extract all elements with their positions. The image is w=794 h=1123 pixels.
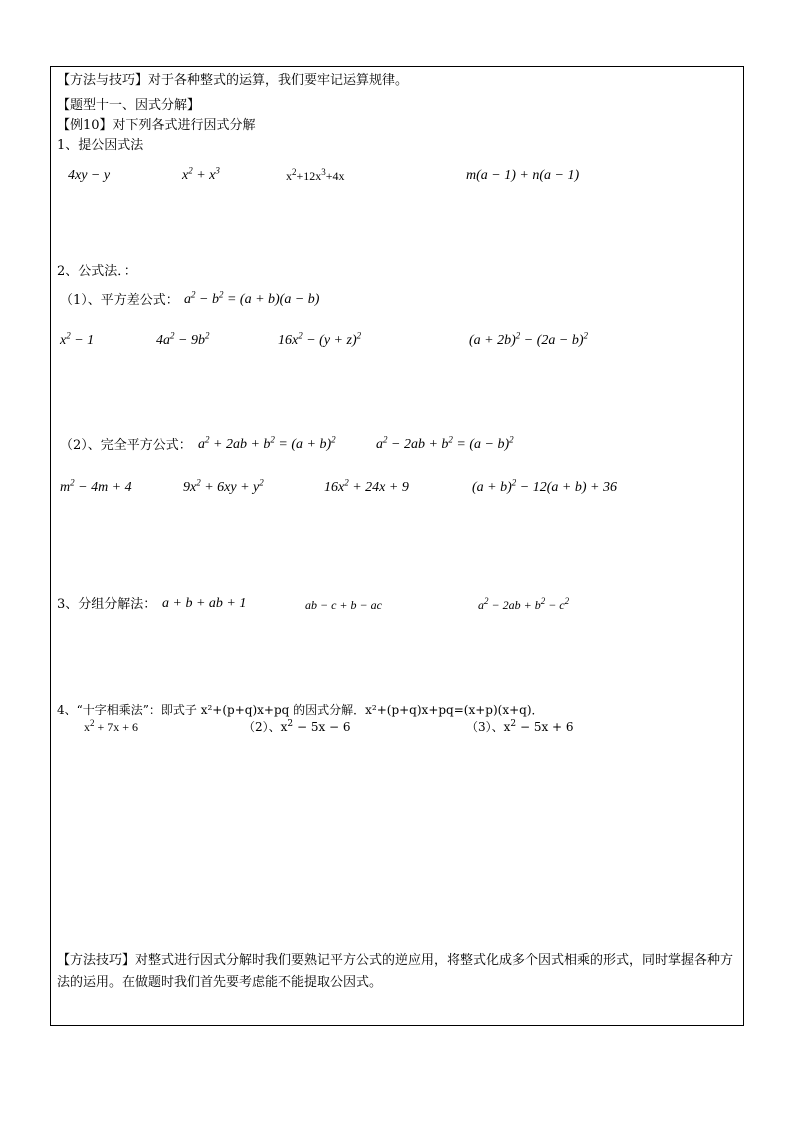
method-tip-bottom: 【方法技巧】对整式进行因式分解时我们要熟记平方公式的逆应用，将整式化成多个因式相乘的形式，同时掌握各种方法的运用。在做题时我们首先要考虑能不能提取公因式。 bbox=[57, 953, 734, 990]
perfect-square-formula-plus: $a^2 + 2ab + b^2 = (a + b)^2$ bbox=[198, 434, 336, 452]
part2-sub2-expr-2: $9x^2 + 6xy + y^2$ bbox=[183, 477, 264, 495]
part4-expr-2: （2）、$x^2 - 5x - 6$ bbox=[243, 719, 351, 734]
part2-title: 2、公式法．： bbox=[57, 264, 137, 279]
part1-expr-1: 4xy − y bbox=[68, 168, 111, 183]
part2-sub1-expr-4: $(a + 2b)^2 - (2a - b)^2$ bbox=[469, 330, 588, 348]
part2-sub1-expr-1: $x^2 - 1$ bbox=[60, 330, 95, 348]
part1-expr-2: $x^2 + x^3$ bbox=[182, 165, 220, 183]
part1-expr-4: m(a − 1) + n(a − 1) bbox=[466, 168, 580, 183]
part2-sub2-label: （2）、完全平方公式： bbox=[60, 438, 192, 453]
content-frame bbox=[50, 66, 744, 1026]
method-tip-top: 【方法与技巧】对于各种整式的运算，我们要牢记运算规律。 bbox=[57, 73, 409, 88]
part2-sub2-expr-4: $(a + b)^2 - 12(a + b) + 36$ bbox=[472, 477, 617, 495]
part2-sub2-expr-1: $m^2 - 4m + 4$ bbox=[60, 477, 132, 495]
part2-sub2-expr-3: $16x^2 + 24x + 9$ bbox=[324, 477, 409, 495]
part4-label: 4、“十字相乘法”：即式子 x²+(p+q)x+pq 的因式分解．x²+(p+q)x+pq=(x+p)(x+q)． bbox=[57, 703, 544, 717]
part1-title: 1、提公因式法 bbox=[57, 138, 144, 153]
part3-label: 3、分组分解法： bbox=[57, 597, 157, 612]
part4-expr-3: （3）、$x^2 - 5x + 6$ bbox=[466, 719, 574, 734]
difference-of-squares-formula: $a^2 - b^2 = (a + b)(a - b)$ bbox=[184, 289, 320, 307]
part2-sub1-expr-2: $4a^2 - 9b^2$ bbox=[156, 330, 210, 348]
example-title: 【例10】对下列各式进行因式分解 bbox=[57, 118, 256, 133]
part3-expr-3: $a^2 - 2ab + b^2 - c^2$ bbox=[478, 596, 570, 612]
part2-sub1-expr-3: $16x^2 - (y + z)^2$ bbox=[278, 330, 362, 348]
part3-expr-1: a + b + ab + 1 bbox=[162, 596, 247, 611]
part4-expr-1: $x^2 + 7x + 6$ bbox=[84, 718, 139, 734]
section-title: 【题型十一、因式分解】 bbox=[57, 98, 201, 113]
part2-sub1-label: （1）、平方差公式： bbox=[60, 293, 179, 308]
part3-expr-2: ab − c + b − ac bbox=[305, 598, 382, 612]
part1-expr-3: $x^2+12x^3+4x$ bbox=[286, 167, 345, 183]
perfect-square-formula-minus: $a^2 - 2ab + b^2 = (a - b)^2$ bbox=[376, 434, 514, 452]
